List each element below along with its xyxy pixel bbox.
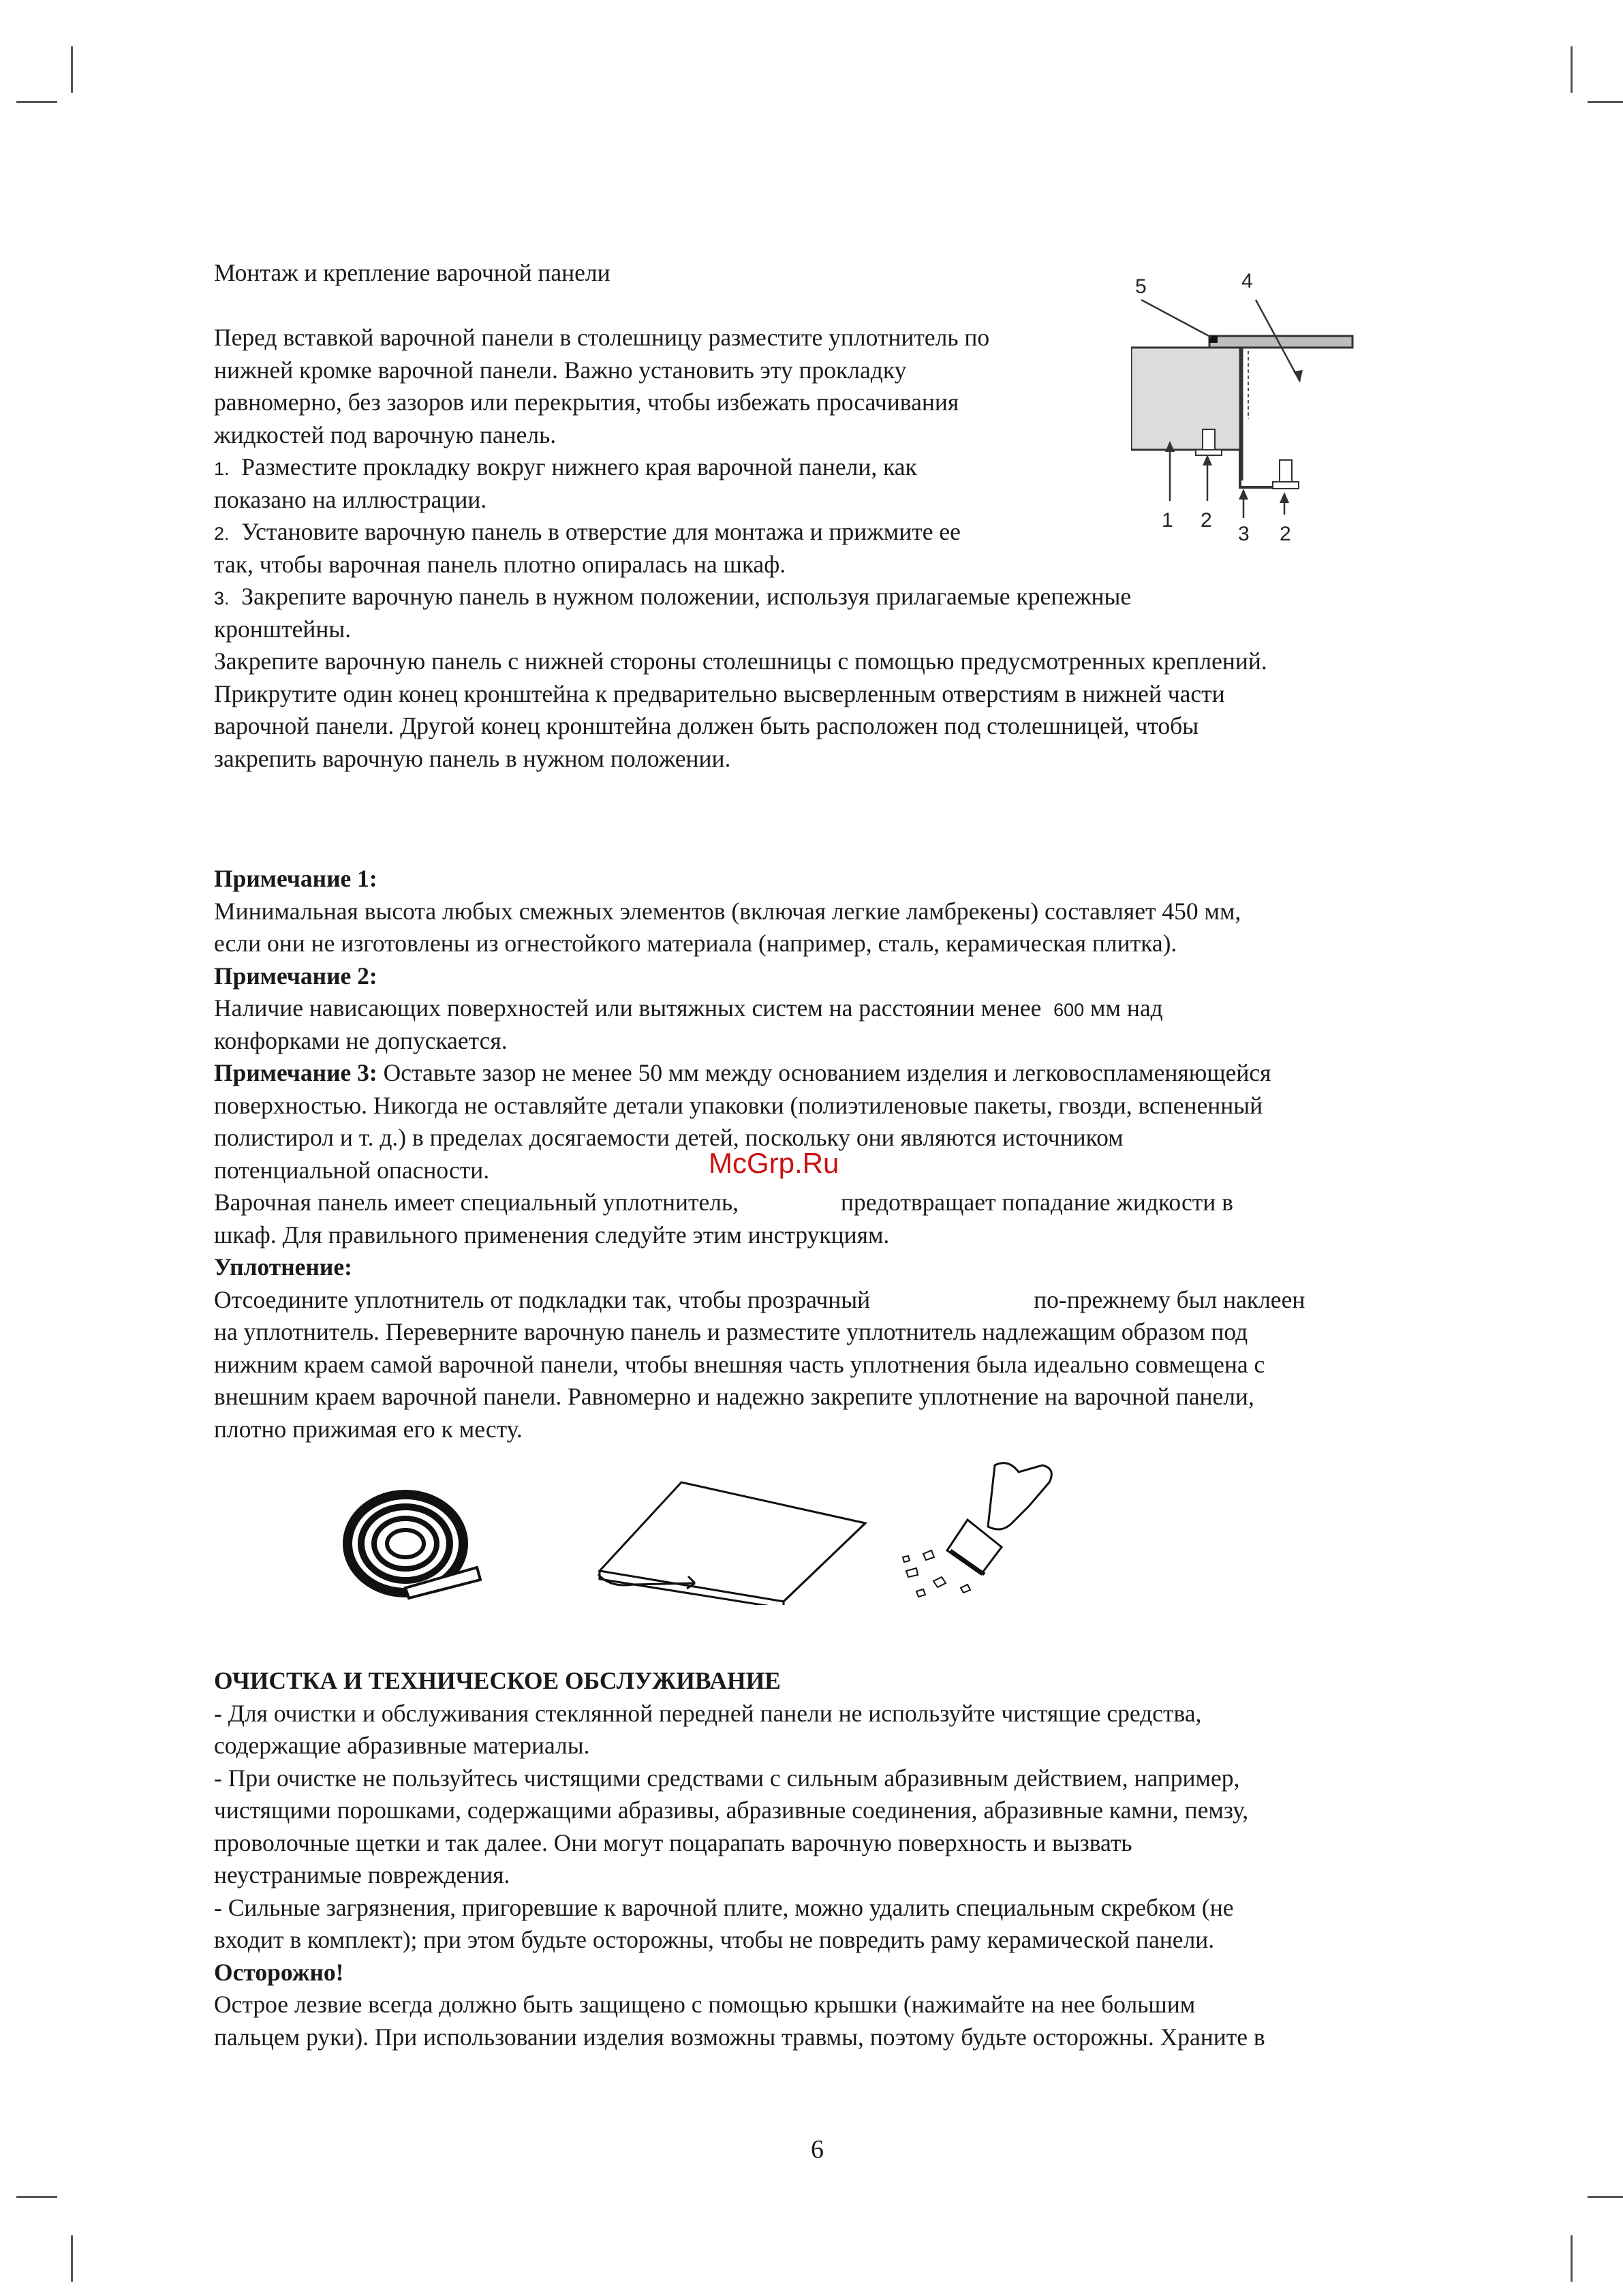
paragraph-line: нижней кромке варочной панели. Важно установить эту прокладку (214, 356, 907, 384)
cleaning-line: содержащие абразивные материалы. (214, 1732, 590, 1759)
paragraph-line: варочной панели. Другой конец кронштейна должен быть расположен под столешницей, чтобы (214, 712, 1199, 739)
step-number: 2. (214, 523, 230, 544)
seal-line: Отсоедините уплотнитель от подкладки так, чтобы прозрачный по-прежнему был наклеен (214, 1285, 1305, 1313)
seal-line: внешним краем варочной панели. Равномерно и надежно закрепите уплотнение на варочной панели, (214, 1383, 1254, 1410)
mounting-diagram (1131, 262, 1356, 549)
paragraph-line: равномерно, без зазоров или перекрытия, чтобы избежать просачивания (214, 388, 959, 416)
cleaning-line: - При очистке не пользуйтесь чистящими средствами с сильным абразивным действием, например, (214, 1764, 1240, 1792)
caution-heading: Осторожно! (214, 1958, 344, 1986)
step-number: 1. (214, 459, 230, 479)
caution-line: Острое лезвие всегда должно быть защищено с помощью крышки (нажимайте на нее большим (214, 1991, 1196, 2018)
paragraph-line: закрепить варочную панель в нужном положении. (214, 744, 731, 772)
seal-tape-roll-illustration (341, 1486, 491, 1608)
section-title: Монтаж и крепление варочной панели (214, 259, 610, 286)
notes-section (214, 863, 1481, 1445)
screw (1203, 429, 1215, 450)
seal-intro-line: шкаф. Для правильного применения следуйте этим инструкциям. (214, 1221, 890, 1249)
crop-mark (16, 101, 57, 103)
cleaning-line: чистящими порошками, содержащими абразивы, абразивные соединения, абразивные камни, пемзу, (214, 1796, 1249, 1824)
bracket (1240, 450, 1274, 487)
paragraph-line: Прикрутите один конец кронштейна к предварительно высверленным отверстиям в нижней части (214, 679, 1225, 707)
note-3-heading: Примечание 3: (214, 1059, 377, 1086)
page-number: 6 (811, 2135, 824, 2164)
step-number: 3. (214, 588, 230, 609)
crop-mark (1571, 46, 1573, 93)
note-1-line: Минимальная высота любых смежных элементов (включая легкие ламбрекены) составляет 450 мм, (214, 897, 1241, 925)
crop-mark (1588, 2196, 1623, 2198)
seal-intro-line: Варочная панель имеет специальный уплотнитель, предотвращает попадание жидкости в (214, 1189, 1233, 1216)
note-2-line: Наличие нависающих поверхностей или вытяжных систем на расстоянии менее 600 мм над (214, 994, 1163, 1022)
crop-mark (16, 2196, 57, 2198)
note-3-line: потенциальной опасности. (214, 1156, 490, 1184)
hob-body (1131, 348, 1240, 450)
note-1-line: если они не изготовлены из огнестойкого материала (например, сталь, керамическая плитка). (214, 930, 1177, 957)
note-3-line: полистирол и т. д.) в пределах досягаемости детей, поскольку они являются источником (214, 1124, 1124, 1151)
crop-mark (1571, 2235, 1573, 2282)
diagram-label-4: 4 (1241, 270, 1253, 292)
diagram-label-5: 5 (1135, 275, 1147, 298)
note-2-line: конфорками не допускается. (214, 1026, 508, 1054)
step-2-cont: так, чтобы варочная панель плотно опиралась на шкаф. (214, 550, 786, 578)
diagram-label-2b: 2 (1280, 523, 1291, 545)
step-3-cont: кронштейны. (214, 615, 352, 643)
distance-value: 600 (1053, 1000, 1085, 1020)
cleaning-line: - Для очистки и обслуживания стеклянной передней панели не используйте чистящие средства, (214, 1699, 1202, 1727)
caution-line: пальцем руки). При использовании изделия возможны травмы, поэтому будьте осторожны. Храните в (214, 2023, 1265, 2051)
step-text: Закрепите варочную панель в нужном положении, используя прилагаемые крепежные (241, 583, 1132, 610)
crop-mark (71, 46, 73, 93)
step-3 (214, 581, 1481, 613)
crop-mark (1588, 101, 1623, 103)
hob-panel-illustration (593, 1475, 872, 1605)
diagram-label-2: 2 (1201, 509, 1212, 532)
seal-heading: Уплотнение: (214, 1253, 352, 1281)
paragraph-line: жидкостей под варочную панель. (214, 420, 557, 448)
cleaning-section (214, 1665, 1481, 2053)
crop-mark (71, 2235, 73, 2282)
cleaning-line: неустранимые повреждения. (214, 1861, 510, 1888)
cleaning-line: проволочные щетки и так далее. Они могут поцарапать варочную поверхность и вызвать (214, 1828, 1132, 1856)
step-1-cont: показано на иллюстрации. (214, 485, 487, 513)
seal-line: на уплотнитель. Переверните варочную панель и разместите уплотнитель надлежащим образом под (214, 1318, 1248, 1345)
note-2-heading: Примечание 2: (214, 962, 377, 990)
diagram-label-3: 3 (1238, 523, 1250, 545)
note-3-line: поверхностью. Никогда не оставляйте детали упаковки (полиэтиленовые пакеты, гвозди, вспененный (214, 1091, 1263, 1119)
watermark: McGrp.Ru (709, 1147, 839, 1179)
note-1-heading: Примечание 1: (214, 865, 377, 892)
paragraph-line: Перед вставкой варочной панели в столешницу разместите уплотнитель по (214, 324, 990, 351)
step-text: Разместите прокладку вокруг нижнего края варочной панели, как (241, 453, 917, 480)
note-3-line: Примечание 3: Оставьте зазор не менее 50 мм между основанием изделия и легковоспламеняющейся (214, 1059, 1271, 1086)
seal-line: нижним краем самой варочной панели, чтобы внешняя часть уплотнения была идеально совмещена с (214, 1350, 1265, 1378)
scraper-hand-illustration (893, 1458, 1070, 1602)
cleaning-line: - Сильные загрязнения, пригоревшие к варочной плите, можно удалить специальным скребком (не (214, 1893, 1234, 1921)
seal-line: плотно прижимая его к месту. (214, 1415, 523, 1443)
step-text: Установите варочную панель в отверстие для монтажа и прижмите ее (241, 518, 961, 545)
screw (1280, 460, 1292, 482)
cleaning-heading: ОЧИСТКА И ТЕХНИЧЕСКОЕ ОБСЛУЖИВАНИЕ (214, 1667, 781, 1694)
cleaning-line: входит в комплект); при этом будьте осторожны, чтобы не повредить раму керамической панели. (214, 1926, 1215, 1953)
diagram-label-1: 1 (1162, 509, 1173, 532)
paragraph-line: Закрепите варочную панель с нижней стороны столешницы с помощью предусмотренных креплений. (214, 647, 1267, 675)
